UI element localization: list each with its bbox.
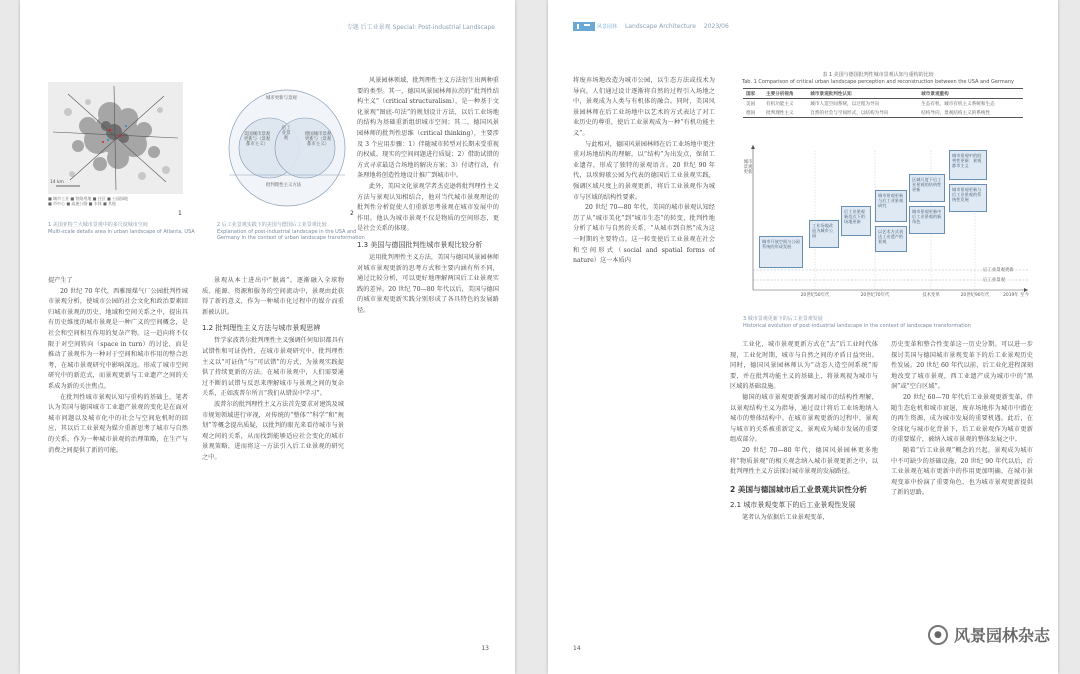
atlanta-map (48, 82, 183, 194)
left-page (20, 0, 515, 674)
table-cell: 自然的社会与空间形式，以结构为导向 (810, 110, 889, 116)
paragraph: 20 世纪 70—80 年代，美国的城市景观认知经历了从“城市美化”到“城市生态”的转变，批判性地分析了城市与自然的关系，“从城市到自然”成为这一时期的主要特点。这一转变使后工业景观在社会和空间形式（social and spatial forms of nature）这一本质内 (573, 204, 715, 265)
paragraph: 德国的城市景观更新强调对城市的结构性理解，以景观结构主义为指导，通过设计将后工业场地纳入城市的整体结构中。在城市景观更新的过程中，景观与城市的关系被重新定义，景观成为城市发展的重要组成部分。 (730, 393, 878, 444)
timeline-box: 城市开放空间与公园系统的形成发展 (759, 236, 803, 268)
timeline-x-label: 20世纪70年代 (860, 293, 890, 298)
right-column-2 (730, 340, 878, 630)
table-header-cell: 城市景观重构 (921, 91, 949, 97)
venn-top-label: 城市更新与景观 (266, 96, 297, 101)
timeline-box: 城市景观更新与后工业景观研究 (875, 190, 907, 222)
issue-date: 2023/06 (703, 23, 729, 30)
paragraph: 此外，美国文化景观学者杰克逊将批判理性主义方法与景观认知相结合，他对当代城市景观理论的批判性分析促使人们重新思考景观在城市发展中的作用。他认为城市景观不仅是物质的空间形态，更是社会关系的体现。 (357, 182, 499, 233)
watermark-text: 风景园林杂志 (953, 626, 1050, 645)
section-heading: 1.2 批判理性主义方法与城市景观思辨 (202, 324, 321, 333)
table-header-cell: 国家 (746, 91, 756, 97)
venn-left-label: 美国城市景观更新与（景观都市主义） (243, 132, 271, 147)
timeline-box: 以艺术方式表达工业遗产的景观 (875, 226, 907, 252)
paragraph: 运用批判理性主义方法，美国与德国风景园林师对城市景观更新的思考方式和主要内涵有所不同，通过比较分析，可以更好地理解两国后工业景观实践的差异。20 世纪 70—80 年代以后，美国与德国的城市景观更新实践分别形成了各具特色的发展路径。 (357, 253, 499, 314)
map-scale: 14 km (50, 180, 64, 185)
timeline-box: 后工业景观新范式下的场地更新 (841, 206, 871, 236)
timeline-legend-top: 后工业景观更新 (983, 268, 1014, 273)
journal-logo (573, 22, 617, 31)
left-page-header: 专题 后工业景观 Special: Post-industrial Landscape (346, 24, 495, 31)
paragraph: 将废弃场地改造为城市公园，以生态方法或技术为导向，人们通过设计逐渐将自然的过程引入场地之中，景观成为人类与有机体的融合。同时，美国风景园林师在后工业场地中以艺术的方式表达了对工业历史的尊重，使后工业景观成为一种“有机功能主义”。 (573, 77, 715, 137)
timeline-x-label: 20世纪50年代 (800, 293, 830, 298)
table-1-title (723, 72, 1033, 85)
paragraph: 在批判性城市景观认知与重构的基础上，笔者认为美国与德国城市工业遗产景观的变化是在面对城市问题以及城市化中的社会与空间危机时的回应，其以后工业景观为媒介重新思考了城市与自然的关系，作为一种城市景观的治理策略，在生产与消费之间提供了新的可能。 (48, 393, 188, 454)
right-column-3 (891, 340, 1033, 610)
right-page (548, 0, 1058, 674)
left-column-1 (48, 276, 188, 644)
figure-3-caption-en: Historical evolution of post-industrial landscape in the context of landscape transformation (743, 322, 971, 329)
paragraph: 随着“后工业景观”概念的兴起，景观成为城市中不可缺少的基础设施，20 世纪 90 年代以后，后工业景观在城市更新中的作用更加明确，在城市景观变革中扮演了重要角色，也为城市景观更新提供了新的思路。 (891, 446, 1033, 497)
timeline-x-label: 技术变革 (922, 293, 940, 298)
page-number: 13 (481, 645, 489, 652)
timeline-diagram (743, 140, 1035, 320)
paragraph: 20 世纪 70 年代，西雅图煤气厂公园批判性城市景观分析，使城市公园的社会文化和政治要素回归城市景观的历史、地域和空间关系之中，提出具有历史维度的城市景观是一种广义的空间概念，是社会和空间相互作用的复杂产物。这一趋向将不仅限于对空间转向（space in turn）的讨论，而是推动了景观作为一种对于空间和城市作用的整合思考，在城市景观研究中影响深远。形成了城市空间研究中的新范式，而景观更新与工业遗产之间的关系成为新的关注焦点。 (48, 287, 188, 390)
right-page-header (573, 22, 729, 31)
right-column-1 (573, 76, 715, 644)
paragraph: 波普尔的批判理性主义方法首先要求对建筑及城市规划领域进行审视，对传统的“整体”“科学”和“规划”等概念提出质疑，以批判的眼光来看待城市与景观之间的关系，从而找到能够适应社会变化的城市景观策略，进而将这一方法引入后工业景观的研究之中。 (202, 400, 344, 461)
figure-3-caption-cn: 3 城市景观更新下的后工业景观发展 (743, 316, 823, 322)
table-cell: 结构导向，景观结构主义的系统性 (921, 110, 991, 116)
timeline-box: 城市景观中的批判性更新：景观都市主义 (949, 150, 987, 180)
table-cell: 德国 (746, 110, 756, 116)
venn-diagram (215, 80, 360, 220)
timeline-x-label: 20世纪90年代 (960, 293, 990, 298)
table-cell: 生态有机，城市有机主义系统和生态 (921, 101, 995, 107)
paragraph: 20 世纪 60—70 年代后工业景观更新变革，伴随生态危机和城市衰退，废弃场地作为城市中潜在的再生资源，成为城市发展的重要机遇。此后，在全球化与城市化背景下，后工业景观作为城市更新的重要媒介，被纳入城市景观的整体发展之中。 (891, 393, 1033, 444)
paragraph: 提产生了 (48, 277, 73, 284)
venn-right-label: 德国城市景观更新与（景观都市主义） (304, 132, 332, 147)
wechat-icon: ● (928, 625, 948, 645)
page-number: 14 (573, 645, 581, 652)
table-row (743, 108, 1023, 118)
paragraph: 风景园林领域，批判理性主义方法衍生出两种重要的类型。其一，德国风景园林师拉茨的“批判性结构主义”（critical structuralism），是一种基于文化景观“图底-句法”的规划设计方法，以后工业场地的结构为基础重新组织城市空间；其二，德国风景园林师的批判性思维（critical thinking），主要涉及 3 个应用步骤：1）伴随城市转型对长期未受重视的权威、现实的空间问题进行质疑；2）借助试错的方式寻求最适合场地的解决方案；3）付诸行动，有条理地将创造性地设计推广到城市中。 (357, 77, 499, 180)
section-heading: 1.3 美国与德国批判性城市景观比较分析 (357, 240, 483, 249)
figure-1-number: 1 (178, 210, 182, 217)
table-row (743, 99, 1023, 109)
paragraph: 20 世纪 70—80 年代，德国风景园林更多地将“物质景观”的相关观念纳入城市景观更新之中，以批判理性主义方法探讨城市景观的发展路径。 (730, 446, 878, 476)
timeline-box: 城市景观更新与后工业景观的系统性发展 (949, 184, 987, 212)
journal-title: Landscape Architecture (625, 23, 696, 30)
paragraph: 与此相对，德国风景园林师在后工业场地中更注重对场地结构的理解，以“结构”为出发点，保留工业遗存，形成了独特的景观语言。20 世纪 90 年代，以埃姆歇公园为代表的德国后工业景观实践，强调区域尺度上的景观更新，将后工业景观作为城市与区域的结构性要素。 (573, 140, 715, 201)
timeline-box: 工业场地改造为城市公园 (809, 220, 839, 248)
paragraph: 笔者认为依据后工业景观变革， (742, 513, 829, 521)
left-column-2 (202, 276, 344, 644)
timeline-legend-bottom: 后工业景观 (983, 278, 1005, 283)
figure-2-caption-en: Explanation of post-industrial landscape in the USA and Germany in the context of urban landscape transformation (217, 228, 365, 241)
paragraph: 历史变革和整合性变革这一历史分期。可以进一步探讨美国与德国城市景观变革下的后工业景观历史性发展。20 世纪 60 年代以前，后工业化进程深刻地改变了城市景观，西工业遗产成为城市中的“黑洞”或“空白区域”。 (891, 341, 1033, 391)
watermark (928, 623, 1050, 646)
map-legend-row: ■ 城市工业 ■ 铁路用地 ■ 住区 ■ 公园绿地 (48, 196, 129, 201)
paragraph: 哲学家波普尔批判理性主义强调任何知识都具有试错性和可证伪性，在城市景观研究中，批判理性主义以“可证伪”与“可试错”的方式，为景观实践提供了持续更新的方法。在城市景观中，人们需要通过不断的试错与反思来理解城市与景观之间的复杂关系，正如波普尔所言“我们从错误中学习”。 (202, 337, 344, 398)
left-column-3 (357, 76, 499, 644)
table-header-cell: 城市景观批判性认知 (810, 91, 852, 97)
map-legend (48, 196, 188, 206)
timeline-y-label: 城市景观更新 (743, 160, 753, 175)
figure-2-number: 2 (350, 210, 354, 217)
timeline-box: 城市景观更新中后工业景观的新角色 (909, 206, 945, 234)
table-1-title-cn: 表 1 美国与德国批判性城市景观认知与重构的比较 (822, 72, 934, 78)
figure-1-caption-cn: 1 美国亚特兰大城市景观中的多尺度城市空间 (48, 222, 148, 228)
figure-2-caption-cn: 2 后工业景观实践下的美国与德国后工业景观比较 (217, 222, 327, 228)
table-cell: 美国 (746, 101, 756, 107)
map-legend-row: ■ 市中心 ■ 高速公路 ■ 水体 ■ 其他 (48, 201, 117, 206)
table-header-row (743, 89, 1023, 99)
comparison-table (743, 88, 1023, 118)
table-cell: 批判理性主义 (766, 110, 794, 116)
la-logo-icon (573, 22, 595, 31)
table-cell: 有机功能主义 (766, 101, 794, 107)
figure-2-caption (217, 222, 365, 242)
figure-1-caption-en: Multi-scale details area in urban landscape of Atlanta, USA (48, 228, 195, 235)
subsection-heading: 2.1 城市景观变革下的后工业景观性发展 (730, 500, 856, 509)
paragraph: 景观从本土进出中“脱离”，逐渐融入全球物质、能源、资源和服务的空间流动中，景观由此获得了新的意义，作为一种城市化过程中的媒介而重新被认识。 (202, 277, 344, 316)
timeline-x-label: 2019年 至今 (1003, 293, 1029, 298)
figure-1-caption (48, 222, 208, 235)
section-heading: 2 美国与德国城市后工业景观共识性分析 (730, 484, 868, 494)
logo-text: 风景园林 (597, 24, 618, 30)
table-header-cell: 主要分析视角 (766, 91, 794, 97)
table-1-title-en: Tab. 1 Comparison of critical urban landscape perception and reconstruction between the USA and Germany (742, 78, 1014, 85)
paragraph: 工业化，城市景观更新方式在“去”后工业时代体现，工业化时期，城市与自然之间的矛盾日益突出。同时，德国风景园林师认为“动态人造空间系统”需要，并在批判功能主义的基础上，将景观视为城市与区域的基础设施。 (730, 341, 878, 391)
figure-3-caption (743, 316, 1033, 329)
venn-bottom-label: 批判理性主义方法 (266, 183, 302, 188)
venn-center-label: 后工业景观 (281, 126, 291, 141)
table-cell: 城市人造空间系统，以过程为导向 (810, 101, 880, 107)
timeline-box: 区域尺度下后工业景观的结构性更新 (909, 174, 945, 202)
